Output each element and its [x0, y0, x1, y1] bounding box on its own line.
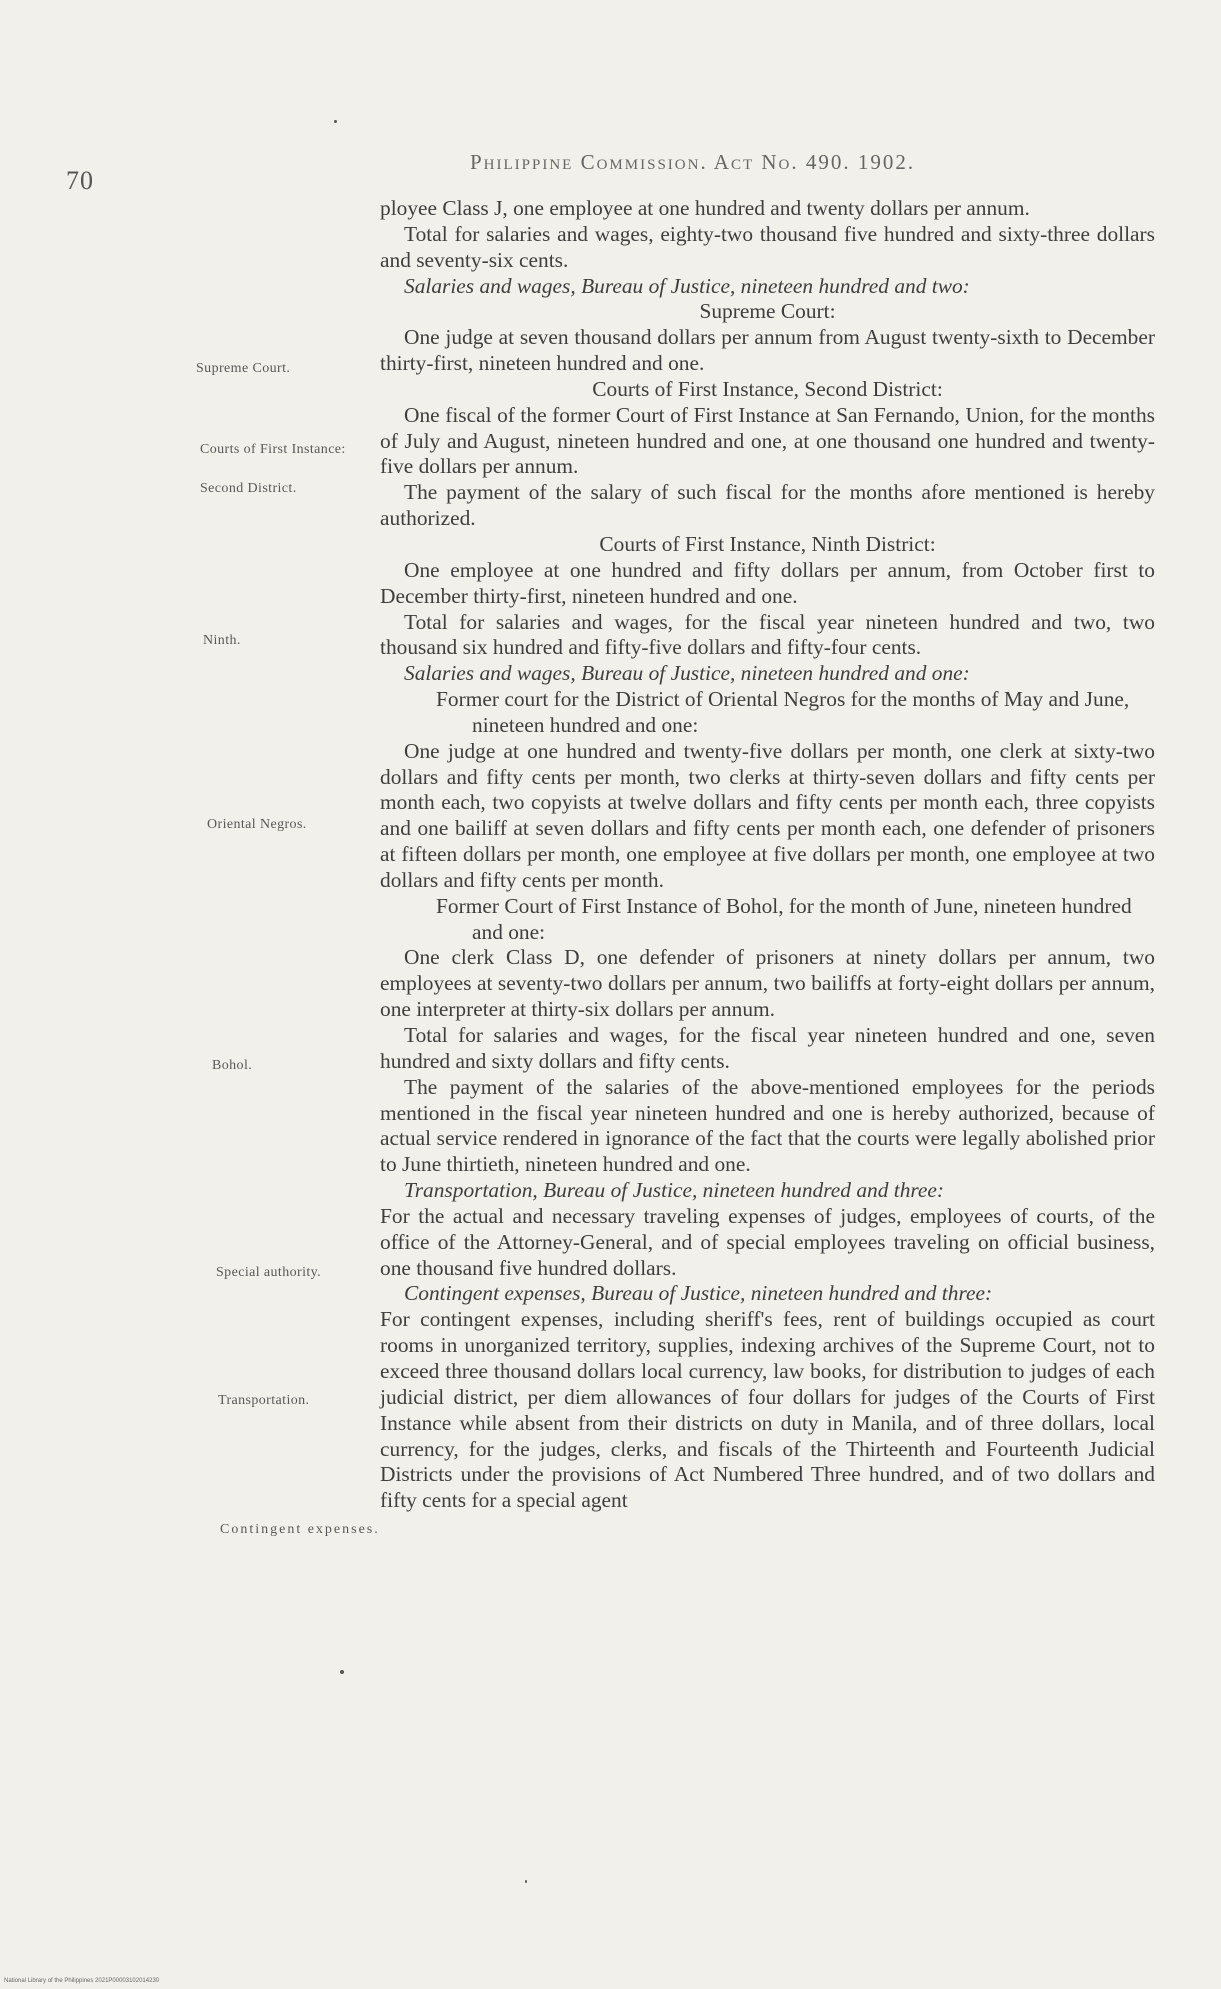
scan-speck [334, 120, 337, 123]
margin-note-courts-first-instance: Courts of First Instance: [200, 442, 346, 457]
scan-speck [340, 1670, 344, 1674]
margin-note-supreme-court: Supreme Court. [196, 361, 291, 376]
paragraph: Total for salaries and wages, for the fiscal year nineteen hundred and two, two thousand six hundred and fifty-five dollars and fifty-four cents. [380, 609, 1155, 660]
paragraph: One judge at seven thousand dollars per annum from August twenty-sixth to December thirty-first, nineteen hundred and one. [380, 325, 1155, 376]
paragraph: One fiscal of the former Court of First Instance at San Fernando, Union, for the months of July and August, nineteen hundred and one, at one thousand one hundred and twenty-five dollars per annum. [380, 402, 1155, 479]
section-heading: Transportation, Bureau of Justice, nineteen hundred and three: [404, 1178, 945, 1203]
paragraph: For the actual and necessary traveling expenses of judges, employees of courts, of the office of the Attorney-General, and of special employees traveling on official business, one thousand five hundred dollars. [380, 1203, 1155, 1280]
paragraph: ployee Class J, one employee at one hundred and twenty dollars per annum. [380, 196, 1030, 220]
subheading: Courts of First Instance, Ninth District: [599, 531, 936, 556]
paragraph: The payment of the salary of such fiscal for the months afore mentioned is hereby authorized. [380, 480, 1155, 531]
page-number: 70 [66, 166, 94, 195]
paragraph: The payment of the salaries of the above-mentioned employees for the periods mentioned in the fiscal year nineteen hundred and one is hereby authorized, because of actual service rendered in ignorance of the fact that the courts were legally abolished prior to June thirtieth, nineteen hundred and one. [380, 1074, 1155, 1177]
margin-note-contingent-expenses: Contingent expenses. [220, 1522, 380, 1537]
subheading: Former court for the District of Oriental Negros for the months of May and June, nineteen hundred and one: [436, 687, 1130, 737]
body-text [380, 196, 1155, 1514]
paragraph: One judge at one hundred and twenty-five dollars per month, one clerk at sixty-two dollars and fifty cents per month, two clerks at thirty-seven dollars and fifty cents per month each, two copyists at twelve dollars and fifty cents per month each, three copyists and one bailiff at seven dollars and fifty cents per month each, one defender of prisoners at fifteen dollars per month, one employee at five dollars per month, one employee at two dollars and fifty cents per month. [380, 738, 1155, 892]
margin-note-oriental-negros: Oriental Negros. [207, 817, 307, 832]
running-head: Philippine Commission. Act No. 490. 1902. [470, 150, 916, 174]
margin-note-second-district: Second District. [200, 481, 297, 496]
scan-speck [525, 1880, 527, 1883]
margin-note-bohol: Bohol. [212, 1058, 253, 1073]
paragraph: One clerk Class D, one defender of prisoners at ninety dollars per annum, two employees at seventy-two dollars per annum, two bailiffs at forty-eight dollars per annum, one interpreter at thirty-six dollars per annum. [380, 945, 1155, 1022]
subheading: Supreme Court: [699, 299, 836, 324]
section-heading: Salaries and wages, Bureau of Justice, nineteen hundred and two: [404, 273, 970, 298]
paragraph: Total for salaries and wages, eighty-two thousand five hundred and sixty-three dollars and seventy-six cents. [380, 221, 1155, 272]
subheading: Former Court of First Instance of Bohol, for the month of June, nineteen hundred and one: [436, 893, 1132, 944]
section-heading: Salaries and wages, Bureau of Justice, nineteen hundred and one: [404, 661, 970, 686]
margin-note-special-authority: Special authority. [216, 1265, 322, 1280]
paragraph: One employee at one hundred and fifty dollars per annum, from October first to December thirty-first, nineteen hundred and one. [380, 557, 1155, 608]
paragraph: Total for salaries and wages, for the fiscal year nineteen hundred and one, seven hundred and sixty dollars and fifty cents. [380, 1023, 1155, 1073]
margin-note-ninth: Ninth. [203, 633, 241, 648]
margin-note-transportation: Transportation. [218, 1393, 310, 1408]
paragraph: For contingent expenses, including sheriff's fees, rent of buildings occupied as court rooms in unorganized territory, supplies, indexing archives of the Supreme Court, not to exceed three thousand dollars local currency, law books, for distribution to judges of each judicial district, per diem allowances of four dollars for judges of the Courts of First Instance while absent from their districts on duty in Manila, and of three dollars, local currency, for the judges, clerks, and fiscals of the Thirteenth and Fourteenth Judicial Districts under the provisions of Act Numbered Three hundred, and of two dollars and fifty cents for a special agent [380, 1307, 1155, 1513]
section-heading: Contingent expenses, Bureau of Justice, nineteen hundred and three: [404, 1281, 993, 1306]
subheading: Courts of First Instance, Second District: [592, 376, 943, 401]
footer-credit: National Library of the Philippines 2021P00003102014230 [4, 1978, 160, 1984]
